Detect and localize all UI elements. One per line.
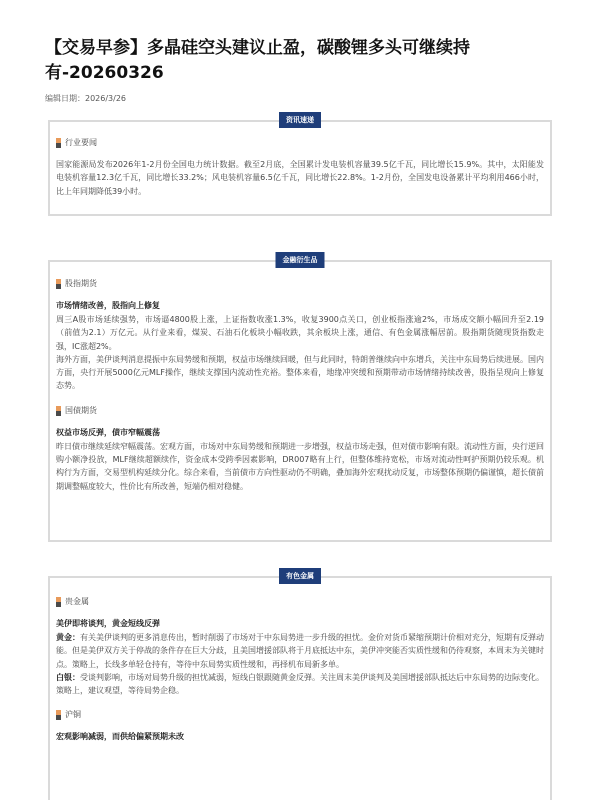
- bookmark-icon: [56, 406, 61, 416]
- category-heading: [56, 405, 544, 417]
- treasury-futures-block: [56, 405, 544, 493]
- silver-text: 受谈判影响，市场对局势升级的担忧减弱，短线白银跟随黄金反弹。关注周末美伊谈判及美国增援部队抵达后中东局势的边际变化。策略上，建议观望，等待局势企稳。: [56, 672, 544, 696]
- section-financial-derivatives: [48, 256, 552, 542]
- edit-date: 编辑日期：2026/3/26: [45, 94, 127, 103]
- paragraph: 海外方面，美伊谈判消息提振中东局势缓和预期，权益市场继续回暖，但与此同时，特朗普继续向中东增兵，关注中东局势后续进展。国内方面，央行开展5000亿元MLF操作，继续支撑国内流动性充裕。整体来看，地缘冲突缓和预期带动市场情绪持续改善，股指呈现向上修复态势。: [56, 354, 544, 391]
- section-nonferrous-metals: [48, 572, 552, 800]
- paragraph-silver: [56, 671, 544, 698]
- category-heading: [56, 137, 544, 149]
- gold-label: 黄金：: [56, 633, 80, 642]
- block-subtitle: 宏观影响减弱，而供给偏紧预期未改: [56, 732, 184, 742]
- bookmark-icon: [56, 597, 61, 607]
- category-label: 国债期货: [65, 405, 97, 415]
- paragraph: 周三A股市场延续强势，市场逼4800股上涨，上证指数收涨1.3%，收复3900点关口，创业板指涨逾2%，市场成交额小幅回升至2.19（前值为2.1）万亿元。从行业来看，煤炭、石油石化板块小幅收跌，其余板块上涨，通信、有色金属涨幅居前。股指期货随现货指数走强，IC涨超2%。: [56, 315, 544, 351]
- news-block: [56, 137, 544, 198]
- block-subtitle: 美伊即将谈判，黄金短线反弹: [56, 619, 160, 628]
- block-subtitle: 权益市场反弹，债市窄幅震荡: [56, 427, 160, 437]
- paragraph: 昨日债市继续延续窄幅震荡。宏观方面，市场对中东局势缓和预期进一步增强，权益市场走强，但对债市影响有限。流动性方面，央行逆回购小额净投放，MLF继续超额续作，资金成本受跨季因素影响，DR007略有上行，但整体维持宽松，市场对流动性呵护预期仍较乐观。机构行为方面，交易型机构延续分化。综合来看，当前债市方向性驱动仍不明确，叠加海外宏观扰动反复，市场整体预期仍偏谨慎，超长债前期调整幅度较大，性价比有所改善，短端仍相对稳健。: [56, 441, 544, 491]
- stock-index-futures-block: [56, 278, 544, 393]
- bookmark-icon: [56, 279, 61, 289]
- precious-metals-block: [56, 596, 544, 697]
- bookmark-icon: [56, 138, 61, 148]
- section-badge: 资讯速递: [279, 112, 321, 128]
- gold-text: 有关美伊谈判的更多消息传出，暂时削弱了市场对于中东局势进一步升级的担忧。金价对货币紧缩预期计价相对充分，短期有反弹动能。但是美伊双方关于停战的条件存在巨大分歧，且美国增援部队将于月底抵达中东，美伊冲突能否实质性缓和仍待观察，本周末为关键时点。策略上，长线多单轻仓持有，等待中东局势实质性缓和，再择机布局新多单。: [56, 633, 544, 669]
- section-badge: 金融衍生品: [276, 252, 325, 268]
- category-heading: [56, 278, 544, 290]
- section-badge: 有色金属: [279, 568, 321, 584]
- bookmark-icon: [56, 710, 61, 720]
- silver-label: 白银：: [56, 672, 80, 682]
- block-subtitle: 市场情绪改善，股指向上修复: [56, 301, 160, 310]
- paragraph: 国家能源局发布2026年1-2月份全国电力统计数据。截至2月底，全国累计发电装机容量39.5亿千瓦，同比增长15.9%。其中，太阳能发电装机容量12.3亿千瓦，同比增长33.2%；风电装机容量6.5亿千瓦，同比增长22.8%。1-2月份，全国发电设备累计平均利用466小时，比上年同期降低39小时。: [56, 160, 544, 196]
- category-label: 贵金属: [65, 597, 89, 606]
- category-heading: [56, 709, 544, 721]
- category-label: 股指期货: [65, 279, 97, 288]
- category-heading: [56, 596, 544, 608]
- category-label: 行业要闻: [65, 138, 97, 147]
- copper-block: [56, 709, 544, 743]
- paragraph-gold: [56, 631, 544, 671]
- page-title: 【交易早参】多晶硅空头建议止盈，碳酸锂多头可继续持有-20260326: [45, 38, 470, 83]
- category-label: 沪铜: [65, 710, 81, 720]
- section-news: [48, 116, 552, 216]
